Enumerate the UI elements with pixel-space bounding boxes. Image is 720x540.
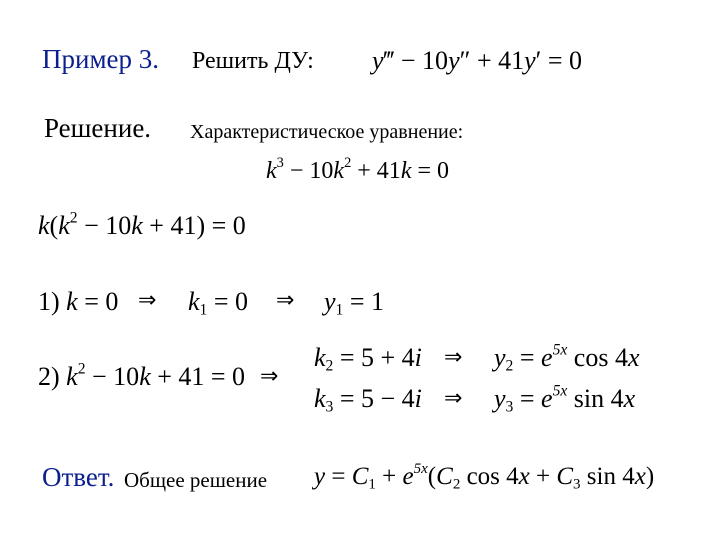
ans-open: ( [427,463,437,490]
case2-op1: − 10 [85,362,140,391]
ans-c2-sub: 2 [452,476,461,493]
sol2-y: y [494,343,506,372]
sol2-sub: 2 [505,357,514,375]
root2-k: k [314,343,326,372]
eq-primes1: ‴ [383,46,395,75]
sol2-eq: = [513,343,542,372]
eq-op1: − 10 [394,46,449,75]
ans-c1-sub: 1 [368,476,376,493]
sol3-x: x [623,384,636,413]
solution-label: Решение. [44,113,152,143]
ce-exp2: 2 [344,155,352,172]
sol3-func: sin 4 [567,384,624,413]
f-open: ( [49,211,59,240]
ce-op1: − 10 [283,158,334,184]
task-text: Решить ДУ: [192,48,314,74]
case1-y1-sym: y [324,287,336,316]
ans-sin: sin 4 [580,463,635,490]
eq-primes2: ″ [459,46,471,75]
f-k2: k [58,211,70,240]
ans-c1: C [351,463,369,490]
case2-equation [38,362,245,392]
ce-k3: k [400,158,412,184]
sol2-exp: 5x [552,341,568,359]
sol2-func: cos 4 [567,343,628,372]
implies-arrow-4: ⇒ [444,345,463,370]
implies-arrow-1: ⇒ [138,288,157,313]
implies-arrow-3: ⇒ [260,364,279,389]
ans-close: ) [645,463,655,490]
solution-y3 [494,384,635,414]
case1-equation [38,287,118,317]
ans-cos: cos 4 [460,463,519,490]
f-op1: − 10 [77,211,132,240]
eq-y3: y [524,46,536,75]
case1-k1-sym: k [188,287,200,316]
case1-k: k [66,287,78,316]
ans-plus2: + [529,463,557,490]
eq-y2: y [448,46,460,75]
case1-y1-rhs: = 1 [343,287,385,316]
root3-i: i [414,384,422,413]
ce-k: k [266,158,277,184]
implies-arrow-5: ⇒ [444,386,463,411]
case2-k: k [66,362,78,391]
eq-rhs: = 0 [541,46,583,75]
eq-primes3: ′ [535,46,542,75]
sol3-sub: 3 [505,398,514,416]
ans-x2: x [634,463,646,490]
f-exp: 2 [69,209,78,227]
ans-eq: = [325,463,352,490]
sol3-eq: = [513,384,542,413]
ce-exp: 3 [276,155,284,172]
given-equation [372,46,582,76]
case1-y1-sub: 1 [335,301,344,319]
ce-op2: + 41 [351,158,401,184]
case1-k-rhs: = 0 [77,287,119,316]
ans-c3: C [556,463,574,490]
sol3-e: e [541,384,553,413]
ans-c2: C [436,463,453,490]
case1-k1-rhs: = 0 [207,287,249,316]
ans-e: e [402,463,414,490]
eq-y1: y [372,46,384,75]
general-solution [314,460,655,493]
root-k3 [314,384,422,414]
f-k3: k [131,211,143,240]
case1-num: 1) [38,287,60,316]
root3-sub: 3 [325,398,334,416]
root2-sub: 2 [325,357,334,375]
ans-x1: x [518,463,530,490]
answer-text: Общее решение [124,468,268,492]
case1-k1-sub: 1 [199,301,208,319]
eq-op2: + 41 [470,46,525,75]
root-k2 [314,343,422,373]
f-k: k [38,211,50,240]
case2-num: 2) [38,362,60,391]
case2-k2: k [139,362,151,391]
case2-exp: 2 [77,360,86,378]
case1-k1 [188,287,248,317]
ce-k2: k [333,158,345,184]
root3-k: k [314,384,326,413]
answer-label: Ответ. [42,462,115,492]
example-label: Пример 3. [42,44,160,74]
case1-y1 [324,287,384,317]
ans-exp: 5x [413,460,428,477]
sol3-y: y [494,384,506,413]
factored-equation [38,211,246,241]
ans-plus1: + [375,463,403,490]
f-tail: + 41) = 0 [142,211,246,240]
ans-c3-sub: 3 [573,476,581,493]
ans-y: y [314,463,326,490]
root2-val: = 5 + 4 [333,343,415,372]
char-eq-label: Характеристическое уравнение: [190,121,464,143]
implies-arrow-2: ⇒ [276,288,295,313]
sol3-exp: 5x [552,382,568,400]
solution-y2 [494,343,640,373]
root2-i: i [414,343,422,372]
char-equation [266,155,450,185]
root3-val: = 5 − 4 [333,384,415,413]
case2-tail: + 41 = 0 [150,362,246,391]
sol2-e: e [541,343,553,372]
ce-rhs: = 0 [411,158,450,184]
sol2-x: x [627,343,640,372]
